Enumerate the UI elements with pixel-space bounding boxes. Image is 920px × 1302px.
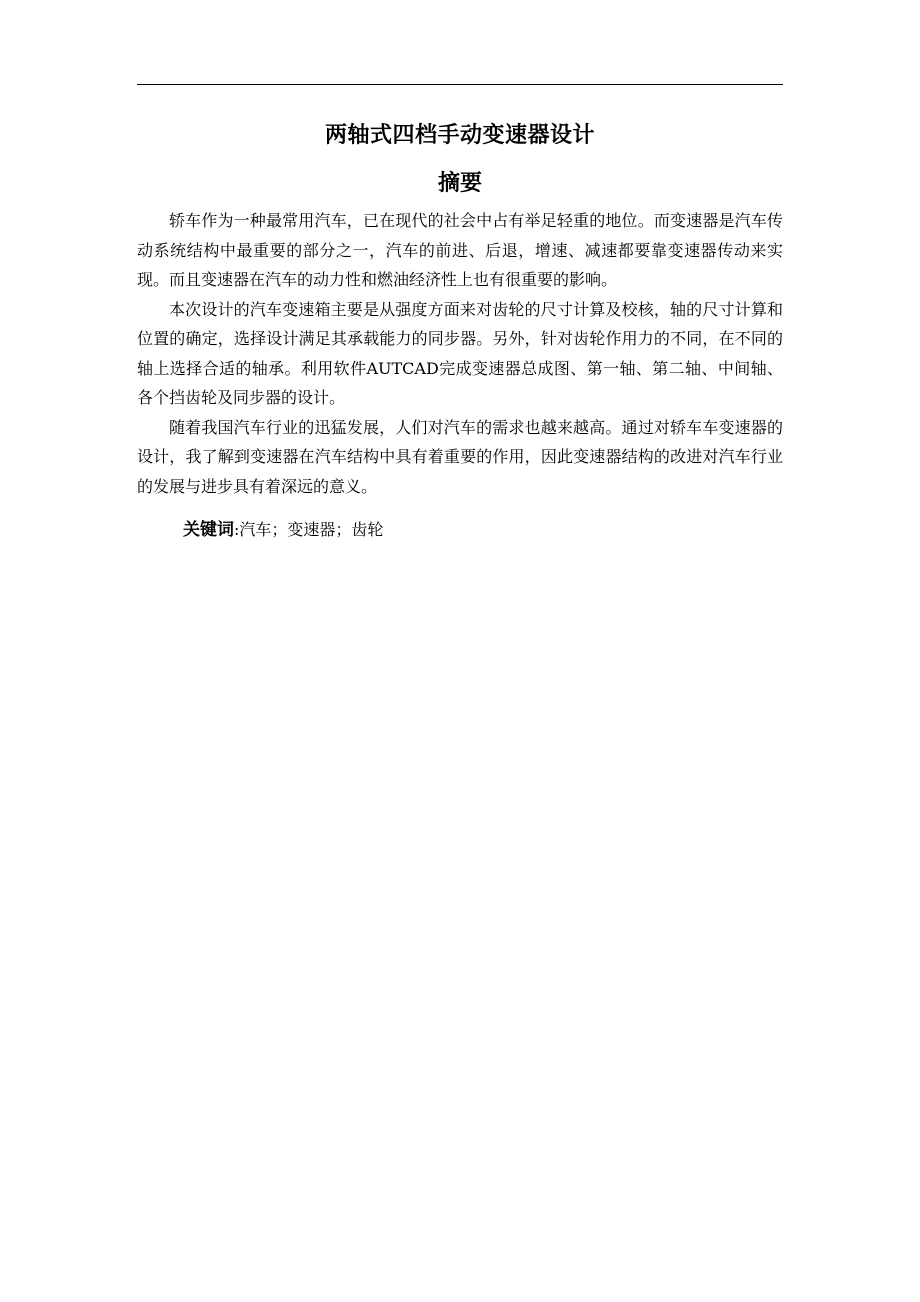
document-body [137, 110, 783, 545]
abstract-paragraph-1: 轿车作为一种最常用汽车，已在现代的社会中占有举足轻重的地位。而变速器是汽车传动系统结构中最重要的部分之一，汽车的前进、后退，增速、减速都要靠变速器传动来实现。而且变速器在汽车的动力性和燃油经济性上也有很重要的影响。 [137, 211, 783, 289]
abstract-paragraph-3: 随着我国汽车行业的迅猛发展，人们对汽车的需求也越来越高。通过对轿车车变速器的设计，我了解到变速器在汽车结构中具有着重要的作用，因此变速器结构的改进对汽车行业的发展与进步具有着深远的意义。 [137, 417, 783, 496]
keywords-separator: : [234, 520, 240, 539]
header-rule [137, 84, 783, 85]
keywords-value: 汽车；变速器；齿轮 [239, 520, 384, 539]
document-title: 两轴式四档手动变速器设计 [324, 123, 595, 148]
keywords-label: 关键词 [183, 520, 234, 540]
abstract-paragraph-2: 本次设计的汽车变速箱主要是从强度方面来对齿轮的尺寸计算及校核，轴的尺寸计算和位置的确定，选择设计满足其承载能力的同步器。另外，针对齿轮作用力的不同，在不同的轴上选择合适的轴承。利用软件AUTCAD完成变速器总成图、第一轴、第二轴、中间轴、各个挡齿轮及同步器的设计。 [137, 299, 783, 407]
keywords-line [137, 515, 783, 545]
abstract-heading: 摘要 [437, 171, 482, 196]
